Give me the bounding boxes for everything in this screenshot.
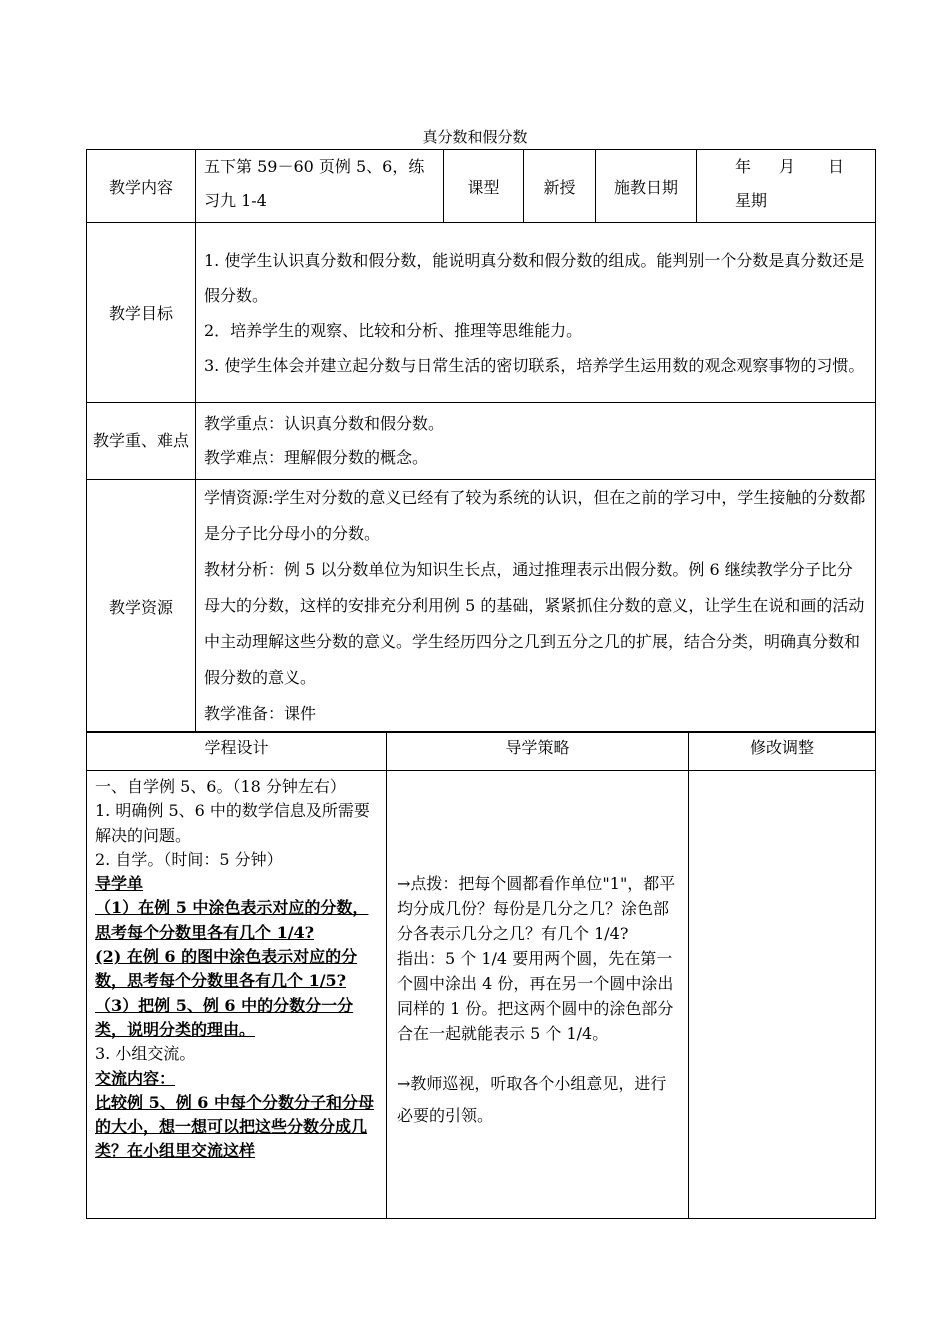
page-title: 真分数和假分数 [422,128,528,146]
process-table [86,731,876,1219]
week-label: 星期 [735,191,768,210]
content-value: 五下第 59－60 页例 5、6，练习九 1-4 [196,150,444,223]
guide-item: （3）把例 5、例 6 中的分数分一分类，说明分类的理由。 [95,995,354,1039]
month-label: 月 [779,157,796,176]
guide-item: （1）在例 5 中涂色表示对应的分数，思考每个分数里各有几个 1/4? [95,898,369,942]
design-header: 学程设计 [87,732,387,771]
adjust-header: 修改调整 [689,732,876,771]
goals-label: 教学目标 [87,223,196,403]
design-step: 3. 小组交流。 [95,1044,196,1064]
resources-label: 教学资源 [87,480,196,733]
design-step: 2. 自学。（时间：5 分钟） [95,849,283,869]
type-label: 课型 [444,150,524,223]
strategy-hint: →点拨：把每个圆都看作单位"1"，都平均分成几份？每份是几分之几？涂色部分各表示几分之几？有几个 1/4? [397,874,676,943]
key-point-item: 教学重点：认识真分数和假分数。 [204,414,445,433]
section-heading: 一、自学例 5、6。（18 分钟左右） [95,777,346,796]
goals-content [196,223,876,403]
date-label: 施教日期 [596,150,697,223]
strategy-column [387,771,689,1219]
date-cell [697,150,876,223]
design-column [87,771,387,1219]
content-label: 教学内容 [87,150,196,223]
day-label: 日 [828,157,845,176]
type-value: 新授 [524,150,596,223]
date-ymd [735,150,875,184]
lesson-info-table [86,149,876,733]
strategy-patrol: →教师巡视，听取各个小组意见，进行必要的引领。 [397,1074,667,1125]
exchange-title: 交流内容： [95,1068,176,1088]
goal-item: 3. 使学生体会并建立起分数与日常生活的密切联系，培养学生运用数的观念观察事物的习惯。 [204,355,865,375]
goal-item: 1. 使学生认识真分数和假分数，能说明真分数和假分数的组成。能判别一个分数是真分数还是假分数。 [204,250,865,305]
design-step: 1. 明确例 5、6 中的数学信息及所需要解决的问题。 [95,801,370,845]
guide-title: 导学单 [95,874,144,894]
key-points-label: 教学重、难点 [87,403,196,480]
adjust-column [689,771,876,1219]
guide-item: (2) 在例 6 的图中涂色表示对应的分数，思考每个分数里各有几个 1/5? [95,947,358,991]
resource-item: 学情资源:学生对分数的意义已经有了较为系统的认识，但在之前的学习中，学生接触的分数都是分子比分母小的分数。 [204,488,866,543]
resource-item: 教材分析：例 5 以分数单位为知识生长点，通过推理表示出假分数。例 6 继续教学分子比分母大的分数，这样的安排充分利用例 5 的基础，紧紧抓住分数的意义，让学生在说和画的活动中主动理解这些分数的意义。学生经历四分之几到五分之几的扩展，结合分类，明确真分数和假分数的意义。 [204,560,865,687]
key-point-item: 教学难点：理解假分数的概念。 [204,448,429,467]
resources-content [196,480,876,733]
exchange-text: 比较例 5、例 6 中每个分数分子和分母的大小，想一想可以把这些分数分成几类？在小组里交流这样 [95,1092,374,1161]
strategy-header: 导学策略 [387,732,689,771]
goal-item: 2．培养学生的观察、比较和分析、推理等思维能力。 [204,320,583,340]
year-label: 年 [735,157,752,176]
resource-item: 教学准备：课件 [204,704,317,723]
strategy-point: 指出：5 个 1/4 要用两个圆，先在第一个圆中涂出 4 份，再在另一个圆中涂出同样的 1 份。把这两个圆中的涂色部分合在一起就能表示 5 个 1/4。 [397,949,674,1043]
key-points-content [196,403,876,480]
